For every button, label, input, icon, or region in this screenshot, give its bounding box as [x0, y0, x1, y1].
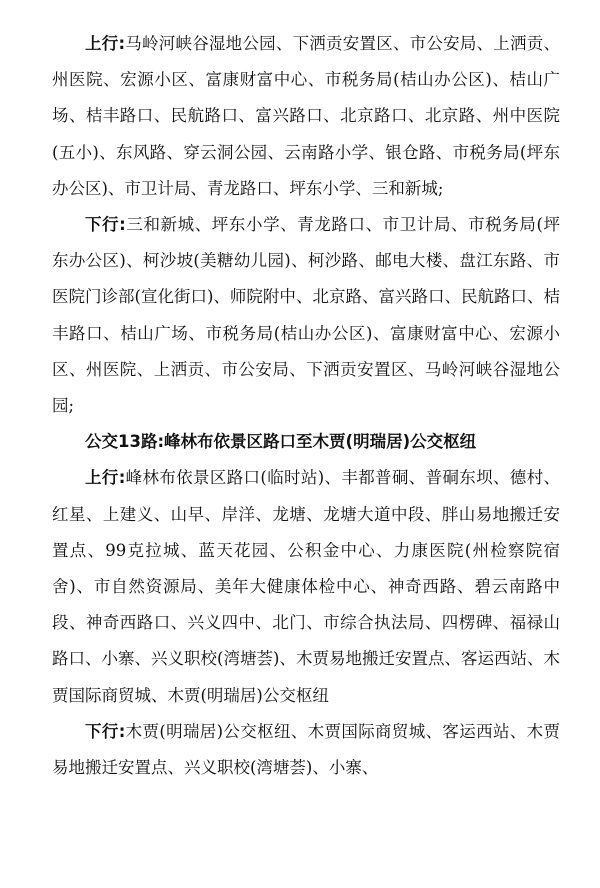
route13-up-paragraph	[52, 460, 560, 713]
route13-up-stops: 峰林布依景区路口(临时站)、丰都普硐、普硐东坝、德村、红星、上建义、山早、岸洋、龙塘、龙塘大道中段、胖山易地搬迁安置点、99克拉城、蓝天花园、公积金中心、力康医院(州检察院宿舍)、市自然资源局、美年大健康体检中心、神奇西路、碧云南路中段、神奇西路口、兴义四中、北门、市综合执法局、四楞碑、福禄山路口、小寨、兴义职校(湾塘荟)、木贾易地搬迁安置点、客运西站、木贾国际商贸城、木贾(明瑞居)公交枢纽	[52, 468, 560, 705]
route13-down-stops: 木贾(明瑞居)公交枢纽、木贾国际商贸城、客运西站、木贾易地搬迁安置点、兴义职校(湾塘荟)、小寨、	[52, 721, 560, 778]
route13-heading: 公交13路:峰林布依景区路口至木贾(明瑞居)公交枢纽	[85, 432, 477, 452]
route12-down-stops: 三和新城、坪东小学、青龙路口、市卫计局、市税务局(坪东办公区)、柯沙坡(美糖幼儿园)、柯沙路、邮电大楼、盘江东路、市医院门诊部(宣化街口)、师院附中、北京路、富兴路口、民航路口、桔丰路口、桔山广场、市税务局(桔山办公区)、富康财富中心、宏源小区、州医院、上洒贡、市公安局、下洒贡安置区、马岭河峡谷湿地公园;	[52, 215, 560, 416]
route12-down-paragraph	[52, 207, 560, 424]
document-page	[52, 26, 560, 786]
route12-up-stops: 马岭河峡谷湿地公园、下洒贡安置区、市公安局、上洒贡、州医院、宏源小区、富康财富中心、市税务局(桔山办公区)、桔山广场、桔丰路口、民航路口、富兴路口、北京路口、北京路、州中医院(五小)、东风路、穿云洞公园、云南路小学、银仓路、市税务局(坪东办公区)、市卫计局、青龙路口、坪东小学、三和新城;	[52, 34, 560, 198]
route12-up-label: 上行:	[85, 34, 126, 53]
route13-up-label: 上行:	[85, 468, 126, 488]
route12-up-paragraph	[52, 26, 560, 207]
route12-down-label: 下行:	[85, 215, 126, 235]
route13-down-label: 下行:	[85, 721, 126, 741]
route13-down-paragraph	[52, 714, 560, 786]
